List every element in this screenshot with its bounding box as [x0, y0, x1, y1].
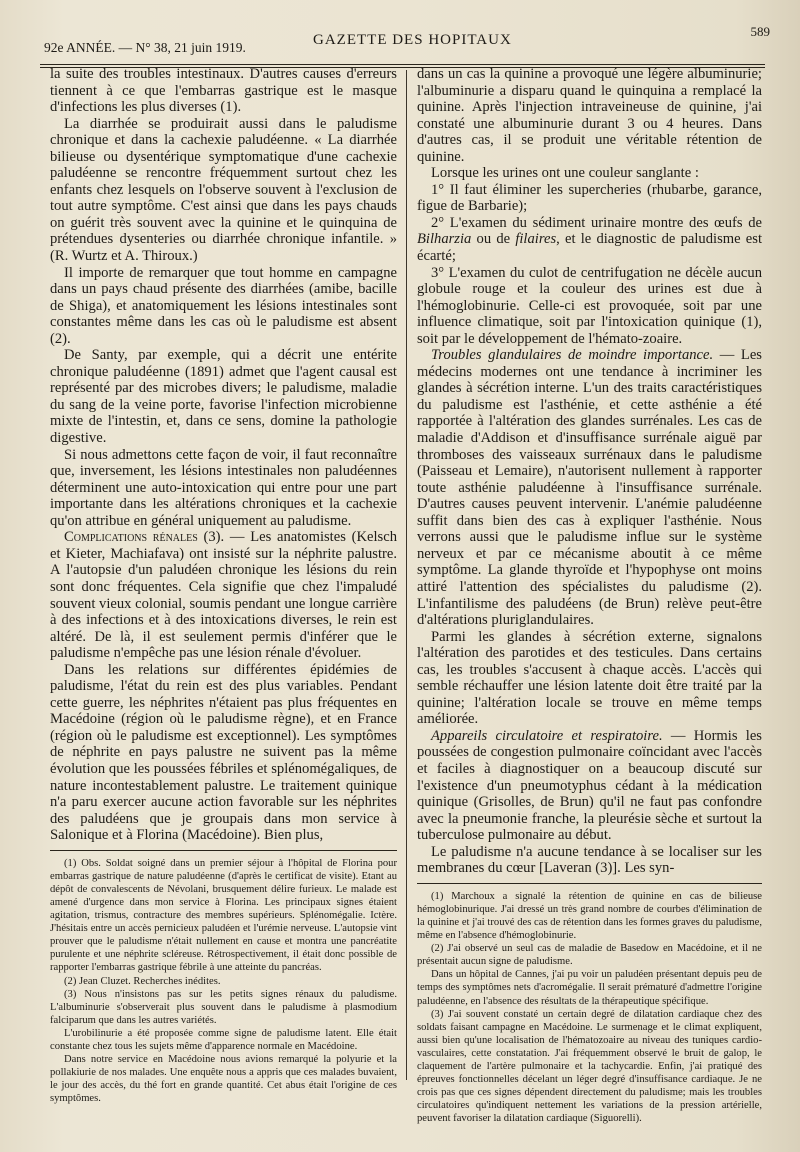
page-number: 589: [750, 24, 770, 39]
footnote: (1) Obs. Soldat soigné dans un premier séjour à l'hôpital de Florina pour embarras gastrique de nature paludéenne (d'après le certificat de visite). Etant au dépôt de convalescents de Névolani, brusquement délire furieux. Le malade est amené d'urgence dans mon service à Florina. Les principaux signes étaient agitation, trismus, contracture des membres supérieurs. Splénomégalie. Ictère. J'hésitais entre un accès pernicieux paludéen et l'urémie nerveuse. L'autopsie vint prouver que le paludisme n'était nullement en cause et montra une pancréatite purulente et une néphrite scléreuse. Rétrospectivement, il était donc possible de rapporter l'embarras gastrique fébrile à une atteinte du pancréas.: [50, 857, 397, 974]
paragraph: La diarrhée se produirait aussi dans le paludisme chronique et dans la cachexie paludéenne. « La diarrhée bilieuse ou dysentérique symptomatique d'une cachexie paludéenne se rencontre fréquemment surtout chez les enfants chez lesquels on l'observe souvent à l'exclusion de tout autre symptôme. C'est ainsi que dans les pays chauds on guérit très souvent avec la quinine et le quinquina de prétendues dysenteries ou diarrhée chronique infantile. » (R. Wurtz et A. Thiroux.): [50, 115, 397, 265]
section-paragraph: [417, 728, 762, 844]
section-heading: Complications rénales: [64, 529, 198, 546]
journal-title: GAZETTE DES HOPITAUX: [313, 32, 512, 48]
footnote: Dans un hôpital de Cannes, j'ai pu voir un paludéen présentant depuis peu de temps des symptômes nets d'acromégalie. Il serait prématuré d'admettre l'origine paludéenne, en l'absence des résultats de la thérapeutique spécifique.: [417, 969, 762, 1007]
paragraph: Lorsque les urines ont une couleur sanglante :: [431, 165, 699, 182]
text-run: ou de: [471, 231, 516, 248]
section-body: — Hormis les poussées de congestion pulmonaire coïncidant avec l'accès et faciles à diagnostiquer on a beaucoup discuté sur l'existence d'un pneumotyphus cédant à la médication quinique (Grisolles, de Brun) qu'il ne faut pas confondre avec la pneumonie franche, la pleurésie sèche et surtout la tuberculose pulmonaire au début.: [417, 727, 762, 844]
footnote: (2) Jean Cluzet. Recherches inédites.: [64, 975, 221, 987]
left-column: [50, 66, 397, 1105]
footnote: (2) J'ai observé un seul cas de maladie de Basedow en Macédoine, et il ne présentait aucun signe de paludisme.: [417, 943, 762, 968]
right-column: [417, 66, 762, 1125]
paragraph: Le paludisme n'a aucune tendance à se localiser sur les membranes du cœur [Laveran (3)]. Les syn-: [417, 843, 762, 877]
column-divider: [406, 70, 407, 1080]
italic-term: filaires: [515, 231, 557, 248]
section-heading: Troubles glandulaires de moindre importance.: [431, 347, 714, 364]
paragraph: Il importe de remarquer que tout homme en campagne dans un pays chaud présente des diarrhées (amibe, bacille de Shiga), et anatomiquement les lésions intestinales sont constantes même dans les cas où le paludisme est absent (2).: [50, 264, 397, 347]
footnote-rule: [50, 850, 397, 851]
paragraph: dans un cas la quinine a provoqué une légère albuminurie; l'albuminurie a disparu quand le quinquina a remplacé la quinine. Après l'injection intraveineuse de quinine, j'ai constaté une albuminurie durant 3 ou 4 heures. Dans d'autres cas, il se produit une véritable rétention de quinine.: [417, 66, 762, 165]
section-heading: Appareils circulatoire et respiratoire.: [431, 727, 663, 744]
paragraph: Parmi les glandes à sécrétion externe, signalons l'altération des parotides et des testicules. Dans certains cas, les troubles s'accusent à chaque accès. L'accès qui semble réchauffer une lésion latente doit être traité par la quinine; l'altération locale se trouve en même temps améliorée.: [417, 628, 762, 728]
text-run: , et le diagnostic de paludisme est écarté;: [417, 231, 762, 265]
section-body: — Les médecins modernes ont une tendance à incriminer les glandes à sécrétion interne. L'un des traits caractéristiques du paludisme est l'asthénie, et cette asthénie a été rapportée à l'altération des glandes surrénales. Les cas de maladie d'Addison et d'insuffisance surrénale aiguë par thromboses des vaisseaux surrénaux dans le paludisme (Paisseau et Lemaire), n'autorisent nullement à rapporter toute asthénie paludéenne à l'insuffisance surrénale. D'autres causes peuvent intervenir. L'anémie paludéenne suffit dans bien des cas à expliquer l'asthénie. Nous verrons aussi que le paludisme influe sur le système nerveux et par ce mécanisme aboutit à ce même symptôme. La glande thyroïde et l'hypophyse ont moins attiré l'attention des spécialistes du paludisme (2). L'infantilisme des paludéens (de Brun) relève peut-être d'altérations pluriglandulaires.: [417, 347, 762, 629]
footnote: (1) Marchoux a signalé la rétention de quinine en cas de bilieuse hémoglobinurique. J'ai dressé un très grand nombre de courbes d'élimination de la quinine et j'ai trouvé des cas de rétention dans les formes graves du paludisme, même en l'absence d'hémoglobinurie.: [417, 890, 762, 942]
footnotes: [50, 857, 397, 1106]
footnote: (3) Nous n'insistons pas sur les petits signes rénaux du paludisme. L'albuminurie s'observerait plus souvent dans le paludisme à plasmodium falciparum que dans les autres variétés.: [50, 988, 397, 1026]
page-header: [30, 24, 770, 62]
paragraph: la suite des troubles intestinaux. D'autres causes d'erreurs tiennent à ce que l'embarras gastrique est le masque d'infections les plus diverses (1).: [50, 66, 397, 116]
paragraph: Si nous admettons cette façon de voir, il faut reconnaître que, inversement, les lésions intestinales non paludéennes déterminent une auto-intoxication qui entre pour une part importante dans les altérations chroniques et la cachexie qu'on attribue en général uniquement au paludisme.: [50, 446, 397, 529]
section-body: (3). — Les anatomistes (Kelsch et Kieter, Machiafava) ont insisté sur la néphrite palustre. A l'autopsie d'un paludéen chronique les lésions du rein sont donc fréquentes. Cela signifie que chez l'impaludé souvent vieux colonial, soumis pendant une longue carrière à des infections et à des intoxications diverses, le rein est altéré. De là, il est seulement permis d'inférer que le paludisme n'empêche pas une lésion rénale d'évoluer.: [50, 529, 397, 662]
footnote-rule: [417, 883, 762, 884]
text-run: 2° L'examen du sédiment urinaire montre des œufs de: [431, 214, 762, 231]
italic-term: Bilharzia: [417, 231, 472, 248]
section-paragraph: [417, 347, 762, 628]
paragraph: Dans les relations sur différentes épidémies de paludisme, l'état du rein est des plus variables. Pendant cette guerre, les néphrites n'étaient pas plus fréquentes en Macédoine (région où le paludisme règne), et en France (région où le paludisme est exceptionnel). Les symptômes de néphrite en pays palustre ne suivent pas la même évolution que les poussées fébriles et splénomégaliques, de nature incontestablement palustre. Le traitement quinique n'a paru exercer aucune action favorable sur les néphrites des paludéens que je groupais dans mon service à Salonique et à Florina (Macédoine). Bien plus,: [50, 661, 397, 844]
footnote: L'urobilinurie a été proposée comme signe de paludisme latent. Elle était constante chez tous les sujets même d'apparence normale en Macédoine.: [50, 1027, 397, 1053]
paragraph: [417, 215, 762, 265]
header-rule: [40, 64, 765, 65]
issue-info: 92e ANNÉE. — N° 38, 21 juin 1919.: [44, 40, 246, 55]
footnote: (3) J'ai souvent constaté un certain degré de dilatation cardiaque chez des soldats faisant campagne en Macédoine. Le surmenage et le climat expliquent, aussi bien qu'une localisation de l'hématozoaire au niveau des tuniques cardio-vasculaires, cette constatation. J'ai fréquemment observé le bruit de galop, le claquement de l'artère pulmonaire et la tachycardie. Enfin, j'ai pratiqué des épreuves fonctionnelles décelant un léger degré d'insuffisance cardiaque. Je ne crois pas que ces signes dépendent directement du paludisme; mais les troubles circulatoires qu'indiquent nettement les variations de la pression artérielle, peuvent favoriser la dilatation cardiaque (Siguorelli).: [417, 1008, 762, 1125]
footnotes: [417, 890, 762, 1126]
paragraph: De Santy, par exemple, qui a décrit une entérite chronique paludéenne (1891) admet que l'agent causal est représenté par des microbes divers; le paludisme, maladie du sang de la veine porte, favorise l'infection microbienne mixte de l'intestin, et, dans ce sens, domine la pathologie digestive.: [50, 347, 397, 447]
paragraph: 1° Il faut éliminer les supercheries (rhubarbe, garance, figue de Barbarie);: [417, 181, 762, 215]
section-paragraph: [50, 529, 397, 661]
footnote: Dans notre service en Macédoine nous avions remarqué la polyurie et la pollakiurie de nos malades. Une enquête nous a appris que ces malades buvaient, le jour des accès, du thé fort en grande quantité. Cet abus était l'origine de ces symptômes.: [50, 1054, 397, 1105]
paragraph: 3° L'examen du culot de centrifugation ne décèle aucun globule rouge et la couleur des urines est due à l'hémoglobinurie. Celle-ci est provoquée, soit par une influence climatique, soit par l'intoxication quinique (1), soit par le développement de l'hémato-zoaire.: [417, 264, 762, 347]
